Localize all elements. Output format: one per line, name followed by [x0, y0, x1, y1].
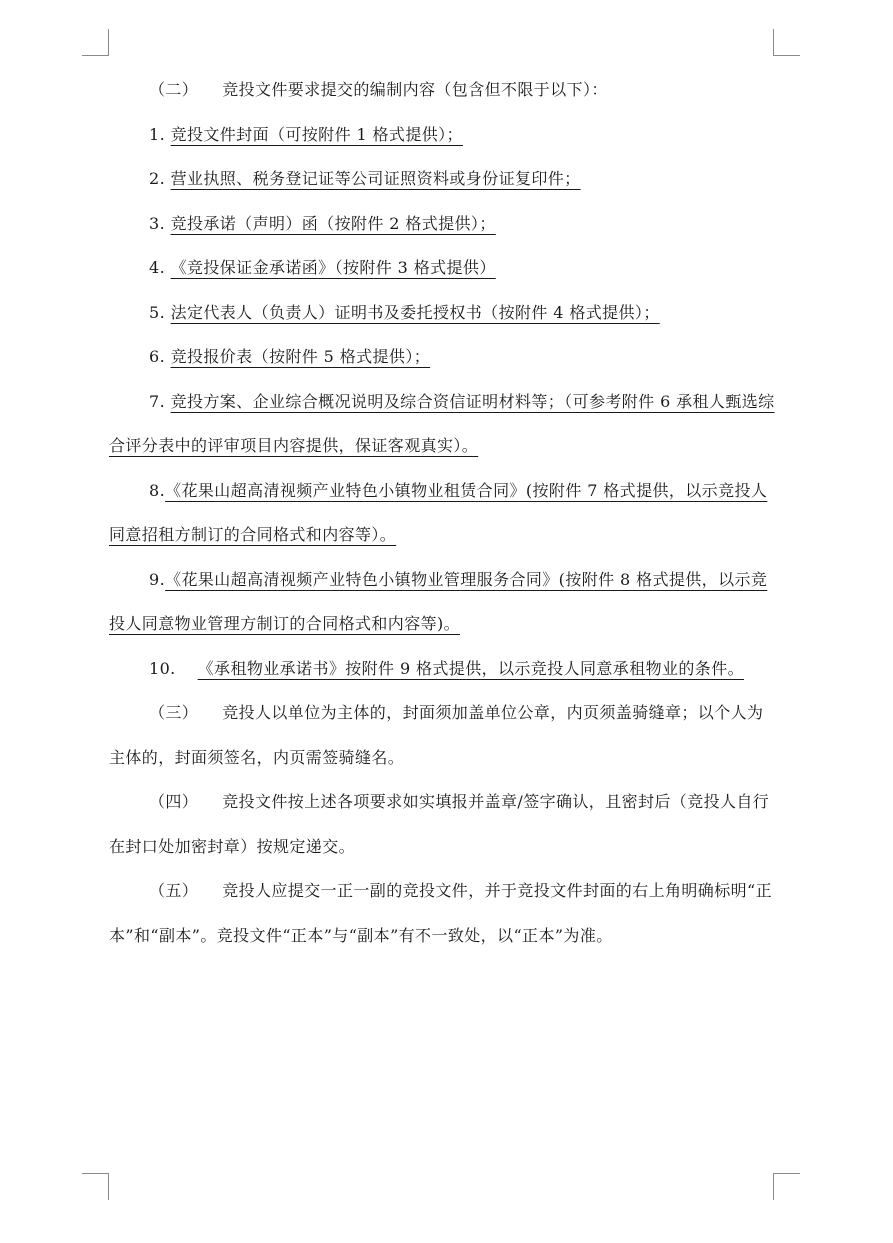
item-text: 《竞投保证金承诺函》（按附件 3 格式提供） [170, 258, 496, 277]
item-number: 10. [149, 658, 176, 678]
list-item [109, 335, 775, 380]
crop-mark-bottom-right [773, 1173, 800, 1200]
item-number: 4. [149, 258, 166, 277]
item-number: 2. [149, 169, 166, 188]
item-number: 5. [149, 302, 166, 322]
crop-mark-bottom-left [82, 1173, 109, 1200]
item-text: 法定代表人（负责人）证明书及委托授权书（按附件 4 格式提供）； [170, 302, 660, 322]
list-item [109, 291, 775, 336]
crop-mark-top-left [82, 29, 109, 56]
item-text: 《花果山超高清视频产业特色小镇物业租赁合同》(按附件 7 格式提供，以示竞投人同意招租方制订的合同格式和内容等）。 [109, 480, 768, 544]
section-label: （三） [149, 703, 199, 722]
item-text: 《承租物业承诺书》按附件 9 格式提供，以示竞投人同意承租物业的条件。 [197, 658, 745, 678]
list-item [109, 469, 775, 558]
list-item [109, 113, 775, 158]
item-text: 《花果山超高清视频产业特色小镇物业管理服务合同》(按附件 8 格式提供，以示竞投人同意物业管理方制订的合同格式和内容等)。 [109, 569, 768, 633]
list-item [109, 202, 775, 247]
section-label: （二） [149, 80, 199, 99]
item-text: 竞投承诺（声明）函（按附件 2 格式提供）； [170, 213, 496, 233]
section-label: （四） [149, 792, 199, 811]
section-text: 竞投文件要求提交的编制内容（包含但不限于以下）： [222, 80, 608, 99]
section-3-paragraph [109, 691, 775, 780]
list-item [109, 157, 775, 202]
item-number: 1. [149, 124, 166, 144]
section-5-paragraph [109, 869, 775, 958]
crop-mark-top-right [773, 29, 800, 56]
item-text: 竞投报价表（按附件 5 格式提供）； [170, 347, 431, 366]
item-number: 7. [149, 391, 166, 411]
item-number: 9. [149, 569, 166, 589]
list-item [109, 246, 775, 291]
list-item [109, 380, 775, 469]
list-item [109, 558, 775, 647]
section-text: 竞投人应提交一正一副的竞投文件，并于竞投文件封面的右上角明确标明“正本”和“副本”。竞投文件“正本”与“副本”有不一致处，以“正本”为准。 [109, 881, 772, 945]
section-text: 竞投文件按上述各项要求如实填报并盖章/签字确认，且密封后（竞投人自行在封口处加密封章）按规定递交。 [109, 792, 770, 856]
item-number: 6. [149, 347, 166, 366]
document-body [109, 68, 775, 958]
section-2-heading [109, 68, 775, 113]
section-4-paragraph [109, 780, 775, 869]
item-text: 营业执照、税务登记证等公司证照资料或身份证复印件； [170, 169, 581, 188]
item-number: 3. [149, 213, 166, 233]
section-label: （五） [149, 881, 199, 900]
item-text: 竞投方案、企业综合概况说明及综合资信证明材料等；（可参考附件 6 承租人甄选综合评分表中的评审项目内容提供，保证客观真实）。 [109, 391, 775, 455]
list-item [109, 647, 775, 692]
item-text: 竞投文件封面（可按附件 1 格式提供）； [170, 124, 463, 144]
item-number: 8. [149, 480, 166, 500]
section-text: 竞投人以单位为主体的，封面须加盖单位公章，内页须盖骑缝章；以个人为主体的，封面须签名，内页需签骑缝名。 [109, 703, 764, 767]
